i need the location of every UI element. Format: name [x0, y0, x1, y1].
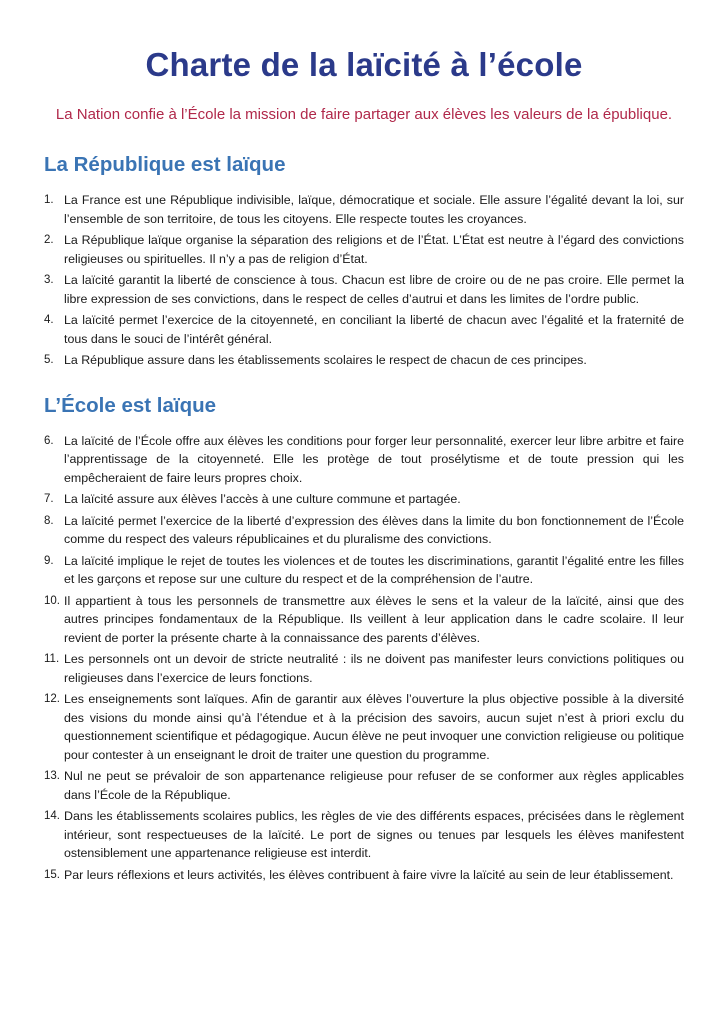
article-number: 10. — [44, 594, 60, 607]
article-number: 11. — [44, 653, 60, 665]
article-number: 15. — [44, 868, 60, 881]
article-number: 14. — [44, 810, 60, 822]
section-heading-republique: La République est laïque — [44, 153, 286, 176]
article-text: La France est une République indivisible, laïque, démocratique et sociale. Elle assure l’égalité devant la loi, sur l’ensemble de son territoire, de tous les citoyens. Elle respecte toutes les croyances. — [64, 193, 684, 226]
article-item — [44, 650, 684, 687]
article-text: La laïcité de l’École offre aux élèves les conditions pour forger leur personnalité, exercer leur libre arbitre et faire l’apprentissage de la citoyenneté. Elle les protège de tout prosélytisme et de toute pression qui les empêcheraient de faire leurs propres choix. — [64, 433, 684, 485]
article-text: Il appartient à tous les personnels de transmettre aux élèves le sens et la valeur de la laïcité, ainsi que des autres principes fondamentaux de la République. Ils veillent à leur application dans le cadre scolaire. Il leur revient de porter la présente charte à la connaissance des parents d’élèves. — [64, 593, 684, 645]
article-number: 7. — [44, 493, 54, 505]
article-item — [44, 552, 684, 589]
section-list-ecole — [44, 432, 684, 885]
page-subtitle: La Nation confie à l’École la mission de faire partager aux élèves les valeurs de la épublique. — [55, 106, 673, 123]
page-title: Charte de la laïcité à l’école — [145, 46, 583, 83]
article-text: La République assure dans les établissements scolaires le respect de chacun de ces principes. — [64, 353, 587, 367]
article-text: Les enseignements sont laïques. Afin de garantir aux élèves l’ouverture la plus objective possible à la diversité des visions du monde ainsi qu’à l’étendue et à la précision des savoirs, aucun sujet n’est à priori exclu du questionnement scientifique et pédagogique. Aucun élève ne peut invoquer une conviction religieuse ou politique pour contester à un enseignant le droit de traiter une question du programme. — [64, 692, 684, 762]
article-text: Les personnels ont un devoir de stricte neutralité : ils ne doivent pas manifester leurs convictions politiques ou religieuses dans l’exercice de leurs fonctions. — [64, 652, 684, 685]
article-item — [44, 490, 684, 509]
article-item — [44, 351, 684, 370]
article-item — [44, 807, 684, 863]
article-number: 3. — [44, 274, 54, 286]
article-text: La République laïque organise la séparation des religions et de l’État. L’État est neutre à l’égard des convictions religieuses ou spirituelles. Il n’y a pas de religion d’État. — [64, 233, 684, 266]
article-text: Nul ne peut se prévaloir de son appartenance religieuse pour refuser de se conformer aux règles applicables dans l’École de la République. — [64, 769, 684, 802]
article-text: La laïcité permet l’exercice de la citoyenneté, en conciliant la liberté de chacun avec l’égalité et la fraternité de tous dans le souci de l’intérêt général. — [64, 313, 684, 346]
article-text: Dans les établissements scolaires publics, les règles de vie des différents espaces, précisées dans le règlement intérieur, sont respectueuses de la laïcité. Le port de signes ou tenues par lesquels les élèves manifestent ostensiblement une appartenance religieuse est interdit. — [64, 809, 684, 860]
article-item — [44, 191, 684, 228]
article-number: 8. — [44, 514, 54, 527]
article-number: 5. — [44, 354, 54, 366]
article-item — [44, 592, 684, 648]
article-number: 12. — [44, 693, 60, 705]
article-text: La laïcité permet l’exercice de la liberté d’expression des élèves dans la limite du bon fonctionnement de l’École comme du respect des valeurs républicaines et du pluralisme des convictions. — [64, 513, 684, 546]
article-text: La laïcité garantit la liberté de conscience à tous. Chacun est libre de croire ou de ne pas croire. Elle permet la libre expression de ses convictions, dans le respect de celles d’autrui et dans les limites de l’ordre public. — [64, 273, 684, 306]
article-number: 9. — [44, 554, 54, 567]
article-number: 6. — [44, 434, 54, 447]
article-item — [44, 866, 684, 885]
article-item — [44, 512, 684, 549]
article-item — [44, 432, 684, 488]
article-item — [44, 767, 684, 804]
article-number: 1. — [44, 194, 54, 206]
section-list-republique — [44, 191, 684, 370]
article-text: Par leurs réflexions et leurs activités, les élèves contribuent à faire vivre la laïcité au sein de leur établissement. — [64, 867, 674, 882]
article-text: La laïcité assure aux élèves l’accès à une culture commune et partagée. — [64, 492, 461, 506]
article-number: 2. — [44, 234, 54, 246]
article-number: 4. — [44, 314, 54, 326]
article-number: 13. — [44, 770, 60, 782]
article-text: La laïcité implique le rejet de toutes les violences et de toutes les discriminations, garantit l’égalité entre les filles et les garçons et repose sur une culture du respect et de la compréhension de l’autre. — [64, 553, 684, 586]
section-heading-ecole: L’École est laïque — [44, 393, 217, 417]
article-item — [44, 231, 684, 268]
article-item — [44, 271, 684, 308]
article-item — [44, 690, 684, 764]
article-item — [44, 311, 684, 348]
